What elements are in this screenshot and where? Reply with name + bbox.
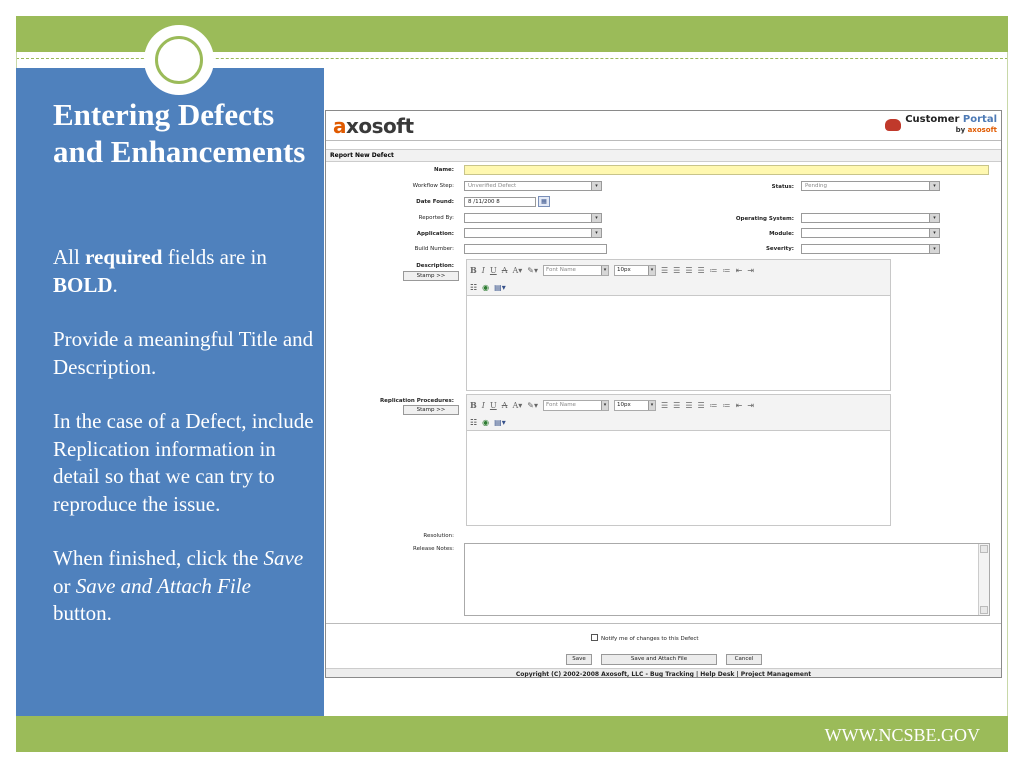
os-label: Operating System: [735,216,794,222]
app-header [326,111,1001,141]
axosoft-logo: axosoft [333,114,414,138]
bold-icon[interactable]: B [470,400,477,410]
chevron-down-icon: ▾ [591,214,601,222]
workflow-select[interactable]: Unverified Defect ▾ [464,181,602,191]
module-select[interactable] [801,228,940,238]
italic-icon[interactable]: I [481,265,485,275]
project-management-link[interactable]: Project Management [740,671,812,678]
replication-editor[interactable] [466,394,891,526]
scroll-up-icon[interactable] [980,545,988,553]
finish-paragraph: When finished, click the Save or Save and Attach File button. [53,546,304,625]
form-footer [326,623,1001,678]
font-color-icon[interactable]: A▾ [512,400,523,410]
chevron-down-icon: ▾ [591,182,601,190]
description-editor[interactable] [466,259,891,391]
list-icon[interactable]: ☷ [470,417,478,427]
portal-bug-icon [885,119,901,131]
toolbar-row-insert [470,415,506,429]
outdent-icon[interactable]: ⇤ [735,265,743,275]
reported-by-label: Reported By: [418,215,454,221]
build-number-input[interactable] [464,244,607,254]
cancel-button[interactable]: Cancel [726,654,762,665]
chevron-down-icon: ▾ [601,401,608,410]
footer-url: WWW.NCSBE.GOV [824,725,980,745]
customer-portal-logo: Customer Portal by axosoft [905,114,997,134]
insert-table-icon[interactable]: ▤▾ [494,282,506,292]
date-found-label: Date Found: [416,199,454,205]
indent-icon[interactable]: ⇥ [747,400,755,410]
severity-select[interactable] [801,244,940,254]
notify-checkbox-row[interactable]: Notify me of changes to this Defect [591,634,699,642]
insert-image-icon[interactable]: ◉ [482,417,490,427]
italic-icon[interactable]: I [481,400,485,410]
severity-label: Severity: [765,246,794,252]
highlight-icon[interactable]: ✎▾ [527,400,538,410]
release-notes-textarea[interactable] [464,543,990,616]
bug-tracking-link[interactable]: Bug Tracking [650,671,694,678]
numbered-list-icon[interactable]: ≔ [709,400,718,410]
replication-toolbar [467,395,890,431]
replication-stamp-button[interactable]: Stamp >> [403,405,459,415]
save-button[interactable]: Save [566,654,592,665]
justify-icon[interactable]: ☰ [697,265,705,275]
notify-checkbox[interactable] [591,634,598,641]
module-label: Module: [769,231,794,237]
align-left-icon[interactable]: ☰ [660,400,669,410]
toolbar-row-format [470,398,754,412]
help-desk-link[interactable]: Help Desk [700,671,735,678]
insert-image-icon[interactable]: ◉ [482,282,490,292]
title-paragraph: Provide a meaningful Title and Description. [53,327,314,379]
required-paragraph: All required fields are in BOLD. [53,245,267,297]
save-attach-button[interactable]: Save and Attach File [601,654,717,665]
bullet-list-icon[interactable]: ≔ [722,400,731,410]
frame-right-border [1007,52,1008,716]
insert-table-icon[interactable]: ▤▾ [494,417,506,427]
toolbar-row-insert [470,280,506,294]
badge-ring-icon [155,36,203,84]
align-center-icon[interactable]: ☰ [673,400,681,410]
replication-label: Replication Procedures: [379,398,454,404]
slide-body [53,244,315,655]
align-right-icon[interactable]: ☰ [685,265,693,275]
indent-icon[interactable]: ⇥ [747,265,755,275]
bullet-list-icon[interactable]: ≔ [722,265,731,275]
underline-icon[interactable]: U [489,265,497,275]
chevron-down-icon: ▾ [929,229,939,237]
justify-icon[interactable]: ☰ [697,400,705,410]
os-select[interactable] [801,213,940,223]
chevron-down-icon: ▾ [601,266,608,275]
chevron-down-icon: ▾ [648,266,655,275]
application-label: Application: [416,231,454,237]
copyright-bar: Copyright (C) 2002-2008 Axosoft, LLC - Bug Tracking | Help Desk | Project Management [326,668,1001,678]
date-found-input[interactable]: 8 /11/200 8 [464,197,536,207]
highlight-icon[interactable]: ✎▾ [527,265,538,275]
outdent-icon[interactable]: ⇤ [735,400,743,410]
company-link[interactable]: Axosoft, LLC [601,671,644,678]
resolution-label: Resolution: [423,533,454,539]
chevron-down-icon: ▾ [648,401,655,410]
workflow-label: Workflow Step: [412,183,454,189]
name-label: Name: [434,167,454,173]
defect-form-screenshot [325,110,1002,678]
description-toolbar [467,260,890,296]
section-title: Report New Defect [326,149,1001,162]
toolbar-row-format [470,263,754,277]
strikethrough-icon[interactable]: A [501,265,508,275]
underline-icon[interactable]: U [489,400,497,410]
align-right-icon[interactable]: ☰ [685,400,693,410]
align-center-icon[interactable]: ☰ [673,265,681,275]
reported-by-select[interactable] [464,213,602,223]
calendar-icon[interactable]: ▦ [538,196,550,207]
chevron-down-icon: ▾ [591,229,601,237]
chevron-down-icon: ▾ [929,214,939,222]
description-label: Description: [416,263,454,269]
numbered-list-icon[interactable]: ≔ [709,265,718,275]
slide-title: Entering Defects and Enhancements [53,97,306,169]
application-select[interactable] [464,228,602,238]
font-name-select[interactable]: Font Name ▾ [543,400,609,411]
scroll-down-icon[interactable] [980,606,988,614]
description-stamp-button[interactable]: Stamp >> [403,271,459,281]
status-select[interactable]: Pending ▾ [801,181,940,191]
strikethrough-icon[interactable]: A [501,400,508,410]
build-number-label: Build Number: [414,246,454,252]
status-label: Status: [771,184,794,190]
font-name-select[interactable]: Font Name ▾ [543,265,609,276]
name-input[interactable] [464,165,989,175]
list-icon[interactable]: ☷ [470,282,478,292]
font-size-select[interactable]: 10px ▾ [614,400,656,411]
defect-paragraph: In the case of a Defect, include Replication information in detail so that we can try to reproduce the issue. [53,409,314,516]
font-size-select[interactable]: 10px ▾ [614,265,656,276]
align-left-icon[interactable]: ☰ [660,265,669,275]
bold-icon[interactable]: B [470,265,477,275]
chevron-down-icon: ▾ [929,182,939,190]
chevron-down-icon: ▾ [929,245,939,253]
font-color-icon[interactable]: A▾ [512,265,523,275]
scrollbar[interactable] [978,544,989,615]
release-notes-label: Release Notes: [413,546,454,552]
